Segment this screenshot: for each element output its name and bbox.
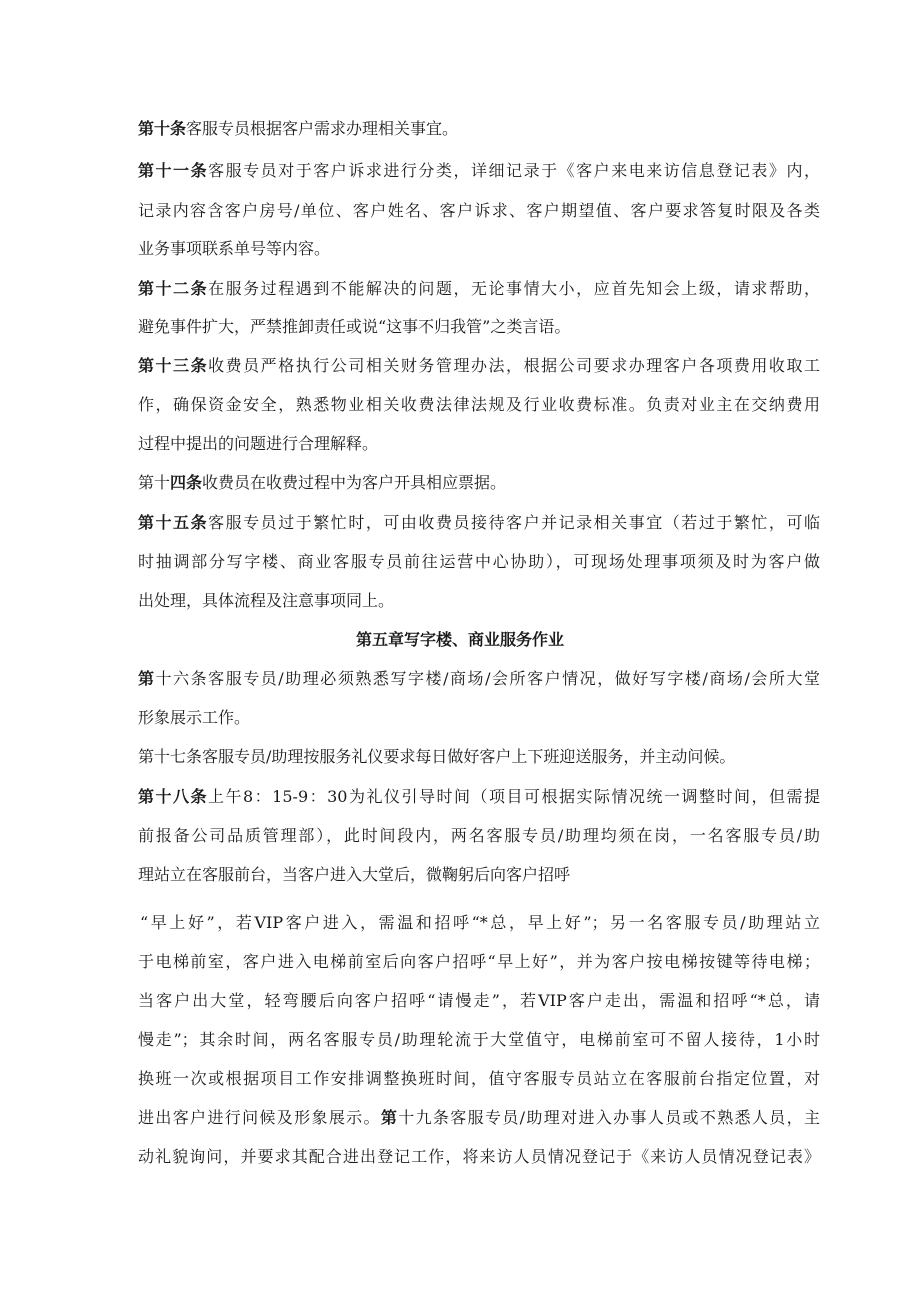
article-11: [138, 160, 820, 182]
article-18: [138, 786, 820, 808]
article-label: 第十二条: [138, 279, 209, 298]
article-text: 上午8：15-9：30为礼仪引导时间（项目可根据实际情况统一调整时间，但需提: [208, 787, 820, 806]
article-10: [138, 118, 458, 140]
article-label: 第十八条: [138, 787, 208, 806]
article-11-line-2: 记录内容含客户房号/单位、客户姓名、客户诉求、客户期望值、客户要求答复时限及各类: [138, 201, 820, 220]
article-label: 第十三条: [138, 356, 209, 375]
article-text: 收费员在收费过程中为客户开具相应票据。: [202, 473, 507, 492]
article-18-line-9: [138, 1107, 820, 1129]
article-text: 客服专员对于客户诉求进行分类，详细记录于《客户来电来访信息登记表》内，: [208, 161, 820, 180]
article-text: 在服务过程遇到不能解决的问题，无论事情大小，应首先知会上级，请求帮助，: [208, 279, 820, 298]
article-18-line-8: 换班一次或根据项目工作安排调整换班时间，值守客服专员站立在客服前台指定位置，对: [138, 1069, 820, 1088]
article-text: 客服专员过于繁忙时，可由收费员接待客户并记录相关事宜（若过于繁忙，可临: [208, 513, 820, 532]
article-16-line-2: 形象展示工作。: [138, 708, 251, 727]
article-17: 第十七条客服专员/助理按服务礼仪要求每日做好客户上下班迎送服务，并主动问候。: [138, 747, 736, 766]
article-14: [138, 472, 506, 494]
article-label: 第十条: [138, 119, 187, 138]
article-15-line-2: 时抽调部分写字楼、商业客服专员前往运营中心协助），可现场处理事项须及时为客户做: [138, 552, 820, 571]
article-label-bold: 第: [138, 669, 156, 688]
article-13-line-3: 过程中提出的问题进行合理解释。: [138, 434, 379, 453]
article-label: 第十五条: [138, 513, 209, 532]
article-18-line-6: 当客户出大堂，轻弯腰后向客户招呼“请慢走”，若VIP客户走出，需温和招呼“*总，请: [138, 991, 820, 1010]
article-label: 第十一条: [138, 161, 209, 180]
article-11-line-3: 业务事项联系单号等内容。: [138, 239, 331, 258]
article-18-line-3: 理站立在客服前台，当客户进入大堂后，微鞠躬后向客户招呼: [138, 865, 571, 884]
article-15: [138, 512, 820, 534]
article-19-text: 十九条客服专员/助理对进入办事人员或不熟悉人员，主: [398, 1108, 820, 1127]
article-text: 客服专员根据客户需求办理相关事宜。: [186, 119, 459, 138]
article-19-label-bold: 第: [380, 1108, 399, 1127]
article-label-bold: 四条: [170, 473, 203, 492]
article-18-line-2: 前报备公司品质管理部），此时间段内，两名客服专员/助理均须在岗，一名客服专员/助: [138, 826, 820, 845]
article-text: 收费员严格执行公司相关财务管理办法，根据公司要求办理客户各项费用收取工: [208, 356, 820, 375]
article-13: [138, 355, 820, 377]
article-16: [138, 668, 820, 690]
article-18-line-4: “早上好”，若VIP客户进入，需温和招呼“*总，早上好”；另一名客服专员/助理站立: [140, 913, 820, 932]
chapter-heading: 第五章写字楼、商业服务作业: [355, 630, 564, 649]
article-13-line-2: 作，确保资金安全，熟悉物业相关收费法律法规及行业收费标准。负责对业主在交纳费用: [138, 395, 820, 414]
article-text: 进出客户进行问候及形象展示。: [138, 1108, 381, 1127]
article-12: [138, 278, 820, 300]
article-12-line-2: 避免事件扩大，严禁推卸责任或说“这事不归我管”之类言语。: [138, 317, 571, 336]
article-18-line-5: 于电梯前室，客户进入电梯前室后向客户招呼“早上好”，并为客户按电梯按键等待电梯；: [138, 952, 820, 971]
article-18-line-7: 慢走”；其余时间，两名客服专员/助理轮流于大堂值守，电梯前室可不留人接待，1小时: [138, 1030, 820, 1049]
article-19-line-2: 动礼貌询问，并要求其配合进出登记工作，将来访人员情况登记于《来访人员情况登记表》: [138, 1147, 820, 1166]
article-label: 第十: [138, 473, 171, 492]
article-text: 十六条客服专员/助理必须熟悉写字楼/商场/会所客户情况，做好写字楼/商场/会所大堂: [155, 669, 820, 688]
article-15-line-3: 出处理，具体流程及注意事项同上。: [138, 591, 395, 610]
